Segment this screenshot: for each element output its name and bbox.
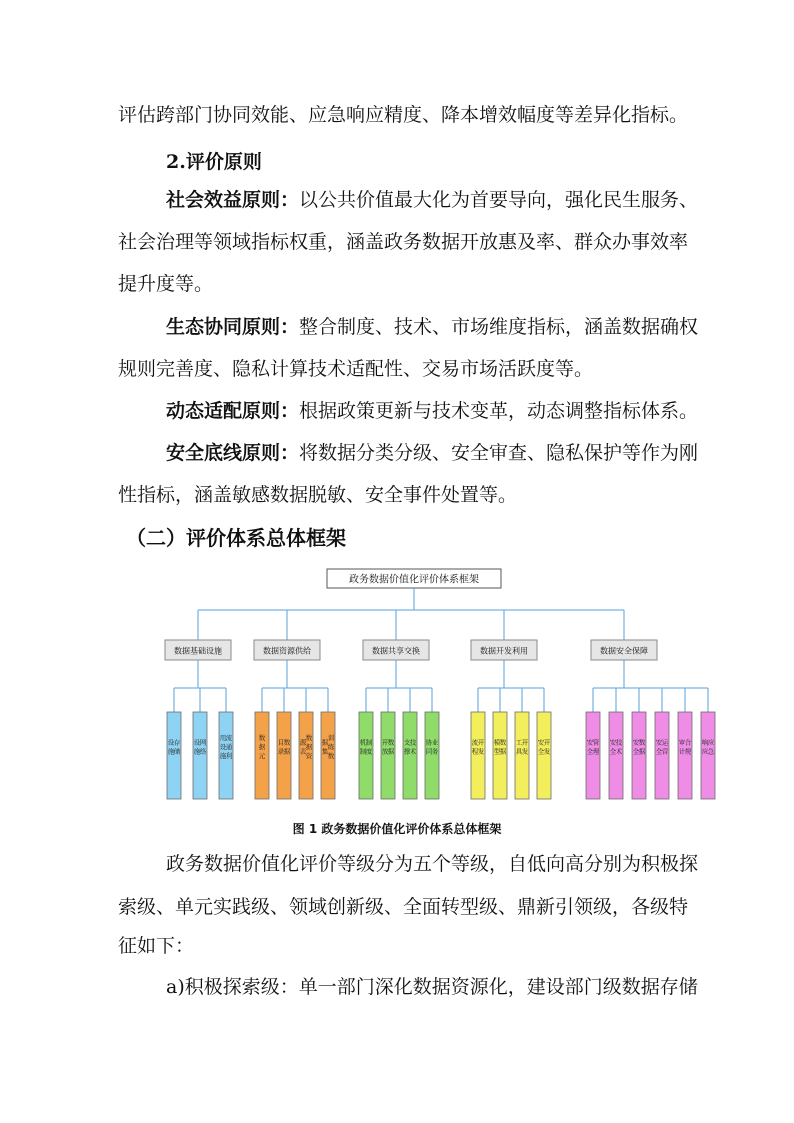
svg-text:数: 数 — [327, 752, 335, 760]
category-label: 数据开发利用 — [480, 646, 528, 656]
svg-text:设: 设 — [219, 743, 227, 751]
svg-text:营: 营 — [661, 747, 669, 756]
paragraph-social — [166, 188, 794, 212]
svg-text:储: 储 — [173, 747, 181, 756]
svg-text:施: 施 — [193, 747, 201, 756]
framework-svg — [158, 563, 726, 805]
svg-text:目: 目 — [277, 738, 285, 747]
svg-text:开: 开 — [521, 738, 529, 747]
svg-text:网: 网 — [199, 738, 207, 747]
svg-text:安: 安 — [586, 738, 594, 747]
paragraph-line: 性指标，涵盖敏感数据脱敏、安全事件处置等。 — [118, 484, 518, 506]
svg-text:通: 通 — [225, 743, 233, 751]
svg-text:响: 响 — [701, 738, 709, 747]
paragraph-line: 政务数据价值化评价等级分为五个等级，自低向高分别为积极探 — [166, 853, 699, 875]
svg-text:规: 规 — [684, 747, 692, 756]
svg-text:集: 集 — [321, 747, 329, 756]
svg-text:放: 放 — [381, 747, 389, 756]
svg-text:运: 运 — [661, 738, 669, 747]
leaf-box — [537, 712, 551, 799]
svg-text:开: 开 — [381, 738, 389, 747]
security-text: 将数据分类分级、安全审查、隐私保护等作为刚 — [299, 442, 699, 464]
svg-text:源: 源 — [299, 738, 307, 747]
leaf-box — [701, 712, 715, 799]
paragraph-eco — [166, 315, 794, 339]
leaf-label — [259, 733, 266, 760]
paragraph-line: 征如下： — [118, 935, 195, 957]
svg-text:发: 发 — [543, 747, 551, 756]
svg-text:施: 施 — [219, 752, 227, 760]
svg-text:务: 务 — [431, 747, 439, 756]
svg-text:制: 制 — [365, 738, 373, 747]
paragraph-dynamic — [166, 399, 794, 423]
svg-text:型: 型 — [493, 747, 501, 756]
svg-text:技: 技 — [615, 738, 623, 747]
svg-text:安: 安 — [537, 738, 545, 747]
leaf-label — [220, 733, 233, 760]
eco-label: 生态协同原则： — [166, 316, 300, 338]
svg-text:数: 数 — [638, 738, 646, 747]
paragraph-line: 规则完善度、隐私计算技术适配性、交易市场活跃度等。 — [118, 358, 594, 380]
svg-text:训: 训 — [327, 734, 335, 742]
svg-text:制: 制 — [359, 747, 367, 756]
svg-text:程: 程 — [471, 747, 479, 756]
svg-text:应: 应 — [707, 738, 715, 747]
category-label: 数据共享交换 — [372, 646, 420, 656]
figure-caption: 图 1 政务数据价值化评价体系总体框架 — [292, 822, 502, 836]
svg-text:应: 应 — [701, 747, 709, 756]
paragraph-line: 提升度等。 — [118, 273, 214, 295]
svg-text:元: 元 — [258, 752, 266, 760]
svg-text:同: 同 — [425, 747, 433, 756]
svg-text:数: 数 — [283, 738, 291, 747]
svg-text:设: 设 — [167, 738, 175, 747]
svg-text:数: 数 — [499, 738, 507, 747]
svg-text:据: 据 — [305, 743, 313, 751]
svg-text:数: 数 — [387, 738, 395, 747]
category-label: 数据资源供给 — [263, 646, 311, 656]
paragraph-line: 评估跨部门协同效能、应急响应精度、降本增效幅度等差异化指标。 — [118, 104, 689, 126]
paragraph-line: 索级、单元实践级、领域创新级、全面转型级、鼎新引领级，各级特 — [118, 896, 689, 918]
eco-text: 整合制度、技术、市场维度指标，涵盖数据确权 — [299, 316, 699, 338]
svg-text:度: 度 — [365, 747, 373, 756]
leaf-box — [381, 712, 395, 799]
svg-text:据: 据 — [499, 747, 507, 756]
svg-text:协: 协 — [425, 738, 433, 747]
svg-text:技: 技 — [409, 738, 417, 747]
dynamic-label: 动态适配原则： — [166, 400, 300, 422]
leaf-box — [678, 712, 692, 799]
framework-root-label: 政务数据价值化评价体系框架 — [349, 574, 479, 586]
social-text: 以公共价值最大化为首要导向，强化民生服务、 — [299, 189, 699, 211]
svg-text:安: 安 — [609, 738, 617, 747]
leaf-box — [277, 712, 291, 799]
paragraph-security — [166, 441, 794, 465]
leaf-label — [516, 739, 529, 756]
svg-text:术: 术 — [615, 747, 623, 756]
svg-text:录: 录 — [277, 747, 285, 756]
svg-text:管: 管 — [592, 738, 600, 747]
svg-text:计: 计 — [678, 747, 686, 756]
svg-text:设: 设 — [193, 738, 201, 747]
svg-text:全: 全 — [655, 747, 663, 756]
leaf-box — [655, 712, 669, 799]
svg-text:据: 据 — [258, 743, 266, 751]
svg-text:业: 业 — [431, 738, 439, 747]
svg-text:术: 术 — [409, 747, 417, 756]
svg-text:利: 利 — [225, 752, 233, 760]
section-heading: （二）评价体系总体框架 — [126, 526, 346, 550]
svg-text:发: 发 — [477, 747, 485, 756]
svg-text:流: 流 — [225, 734, 233, 742]
svg-text:全: 全 — [537, 747, 545, 756]
svg-text:表: 表 — [299, 747, 307, 756]
svg-text:数: 数 — [305, 734, 313, 742]
leaf-box — [359, 712, 373, 799]
category-label: 数据基础设施 — [174, 646, 222, 656]
social-label: 社会效益原则： — [166, 189, 300, 211]
svg-text:全: 全 — [586, 747, 594, 756]
leaf-box — [167, 712, 181, 799]
svg-text:支: 支 — [403, 738, 411, 747]
svg-text:急: 急 — [707, 747, 715, 756]
svg-text:安: 安 — [632, 738, 640, 747]
paragraph-line: 社会治理等领域指标权重，涵盖政务数据开放惠及率、群众办事效率 — [118, 231, 689, 253]
svg-text:工: 工 — [515, 738, 523, 747]
leaf-box — [586, 712, 600, 799]
svg-text:据: 据 — [387, 747, 395, 756]
svg-text:据: 据 — [638, 747, 646, 756]
leaf-box — [609, 712, 623, 799]
subheading-principles: 2.评价原则 — [166, 151, 262, 173]
leaf-box — [471, 712, 485, 799]
svg-text:存: 存 — [173, 738, 181, 747]
svg-text:审: 审 — [678, 738, 686, 747]
svg-text:据: 据 — [283, 747, 291, 756]
svg-text:模: 模 — [493, 738, 501, 747]
svg-text:开: 开 — [543, 738, 551, 747]
leaf-box — [515, 712, 529, 799]
svg-text:数: 数 — [258, 734, 266, 742]
svg-text:施: 施 — [167, 747, 175, 756]
svg-text:络: 络 — [199, 747, 207, 756]
leaf-box — [425, 712, 439, 799]
svg-text:合: 合 — [684, 738, 692, 747]
svg-text:据: 据 — [321, 738, 329, 747]
leaf-box — [193, 712, 207, 799]
svg-text:流: 流 — [471, 738, 479, 747]
category-label: 数据安全保障 — [600, 646, 648, 656]
leaf-box — [493, 712, 507, 799]
svg-text:资: 资 — [305, 752, 313, 760]
svg-text:练: 练 — [327, 743, 335, 751]
svg-text:开: 开 — [477, 738, 485, 747]
svg-text:理: 理 — [592, 747, 600, 756]
leaf-box — [403, 712, 417, 799]
svg-text:机: 机 — [359, 738, 367, 747]
svg-text:撑: 撑 — [403, 747, 411, 756]
dynamic-text: 根据政策更新与技术变革，动态调整指标体系。 — [299, 400, 699, 422]
svg-text:全: 全 — [632, 747, 640, 756]
svg-text:发: 发 — [521, 747, 529, 756]
leaf-box — [632, 712, 646, 799]
security-label: 安全底线原则： — [166, 442, 300, 464]
framework-diagram — [158, 563, 726, 805]
svg-text:具: 具 — [515, 747, 523, 756]
paragraph-line: a)积极探索级：单一部门深化数据资源化，建设部门级数据存储 — [166, 976, 698, 998]
svg-text:全: 全 — [609, 747, 617, 756]
svg-text:用: 用 — [219, 734, 227, 742]
svg-text:安: 安 — [655, 738, 663, 747]
